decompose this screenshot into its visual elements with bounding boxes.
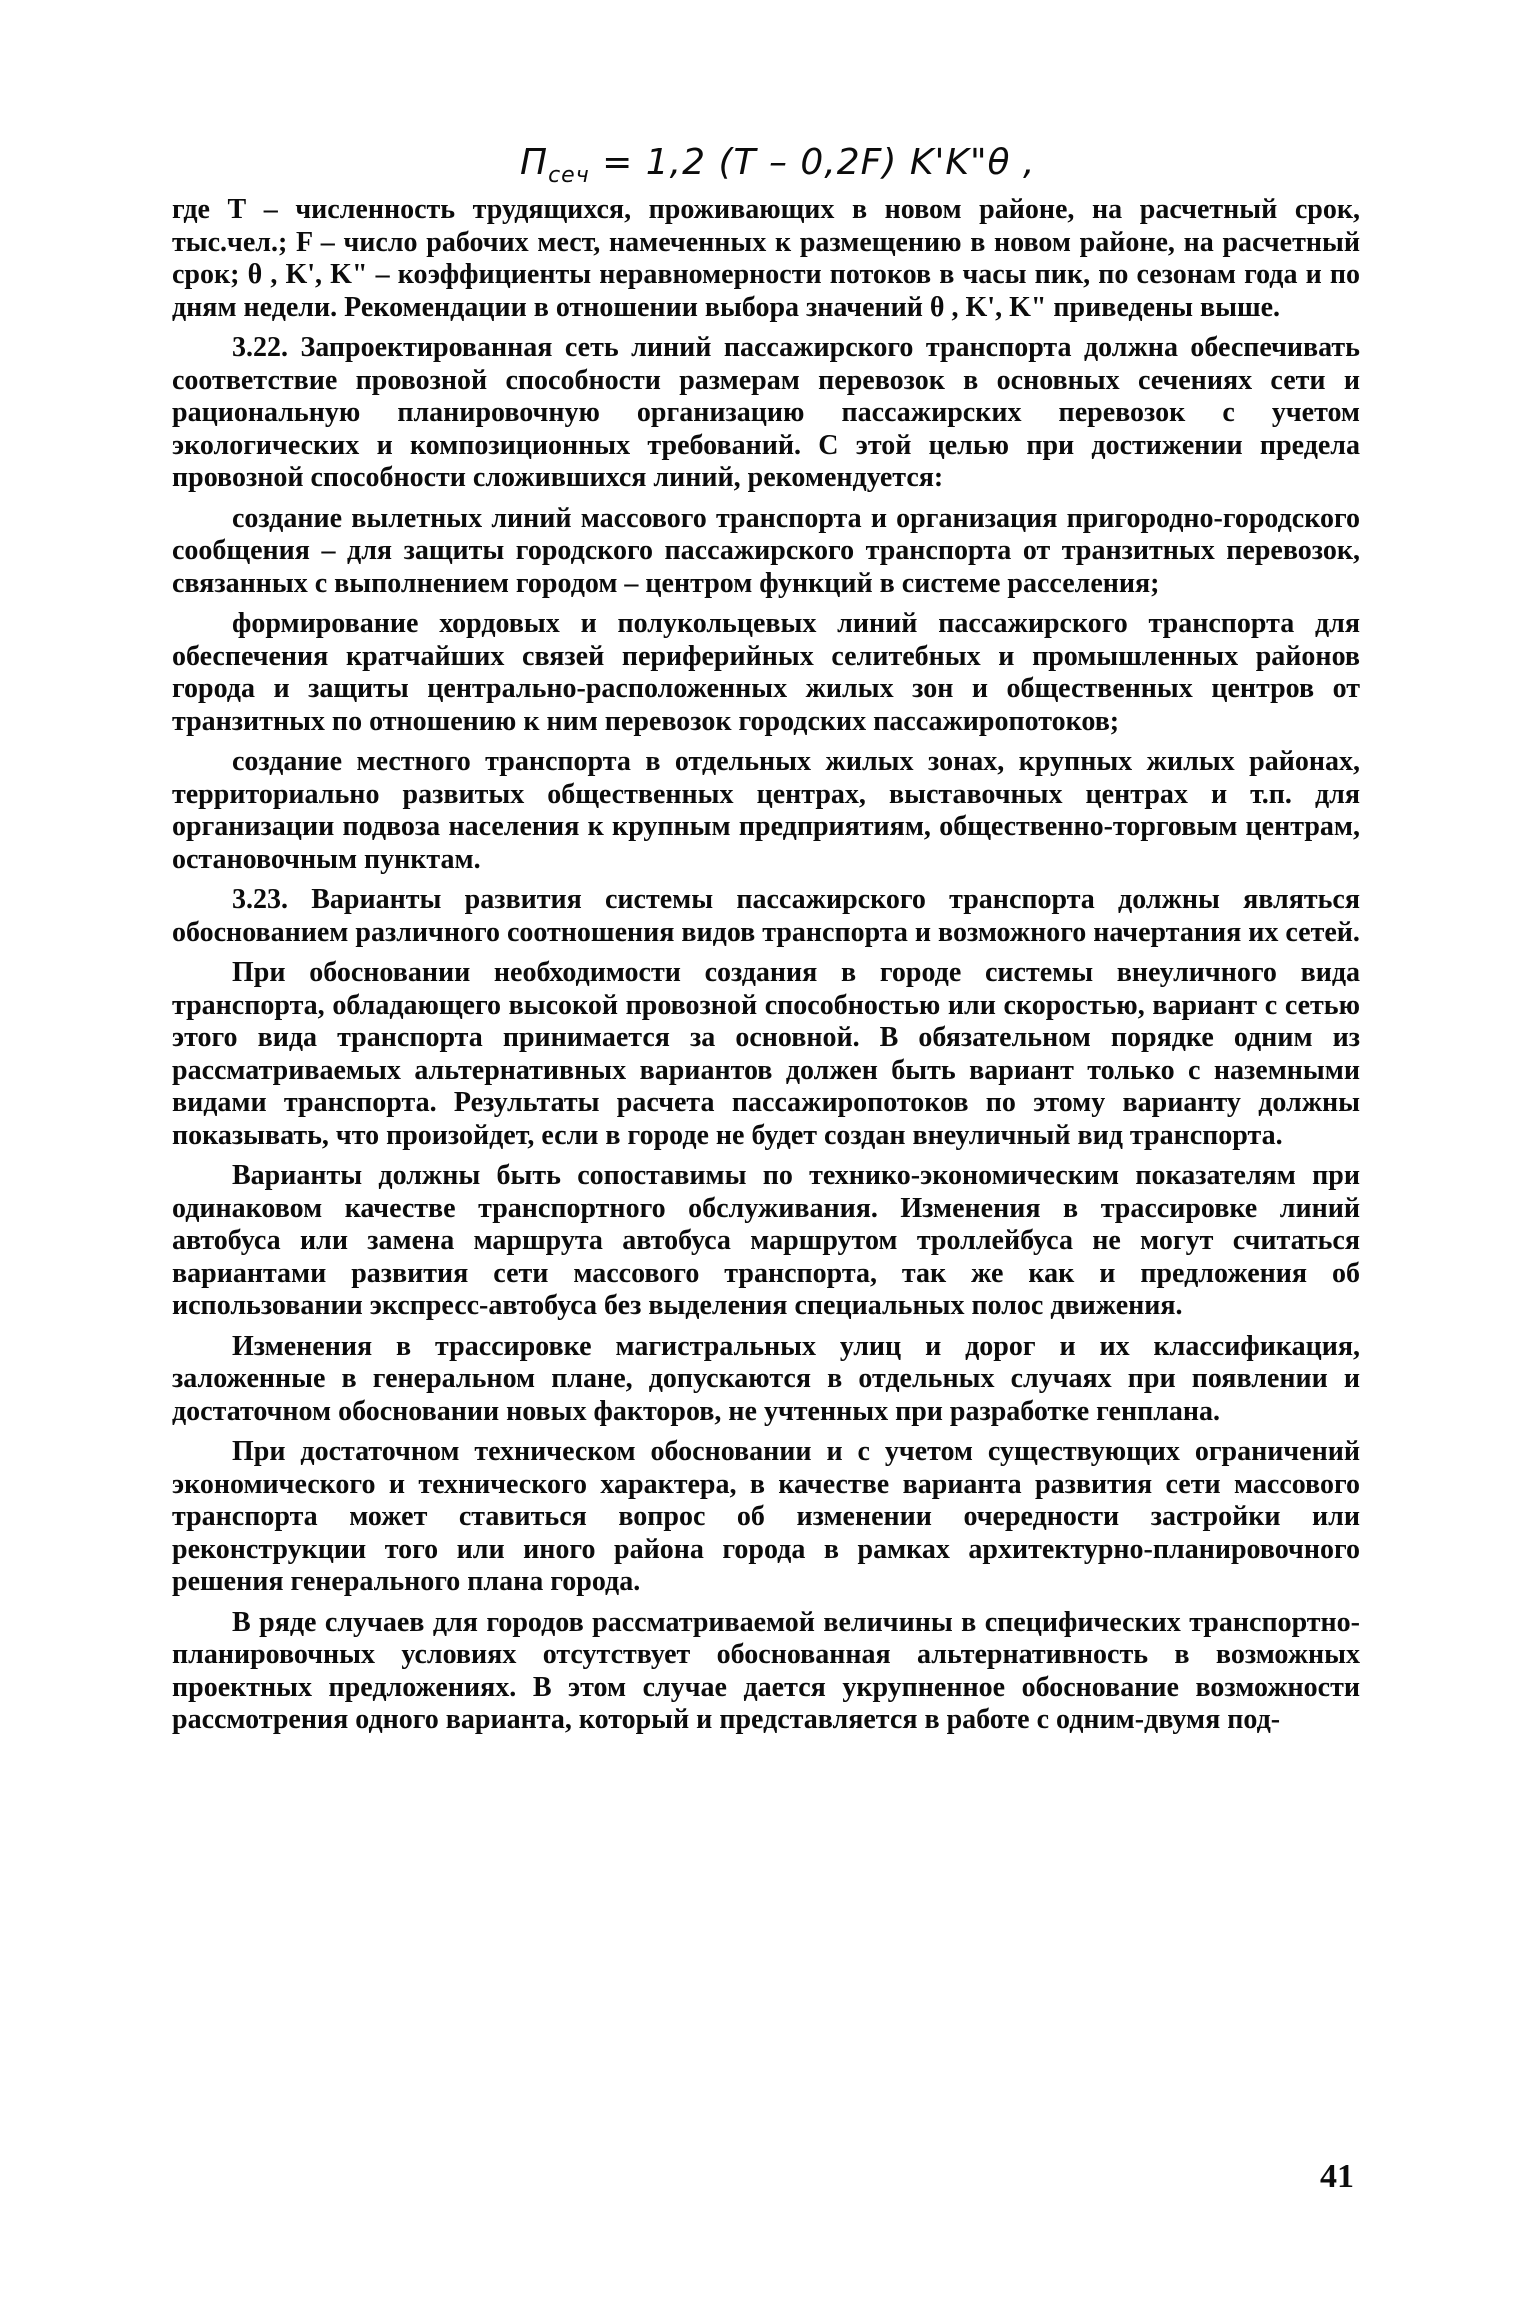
technical-justification-paragraph: При достаточном техническом обосновании и с учетом существующих ограничений экономического и технического характера, в качестве варианта развития сети массового транспорта может ставиться вопрос об изменении очередности застройки или реконструкции того или иного района города в рамках архитектурно-планировочного решения генерального плана города.: [172, 1436, 1360, 1597]
formula-lhs: П: [520, 142, 549, 183]
single-variant-paragraph: В ряде случаев для городов рассматриваемой величины в специфических транспортно-планировочных условиях отсутствует обоснованная альтернативность в возможных проектных предложениях. В этом случае дается укрупненное обоснование возможности рассмотрения одного варианта, который и представляется в работе с одним-двумя под-: [172, 1606, 1360, 1735]
offstreet-transport-paragraph: При обосновании необходимости создания в городе системы внеуличного вида транспорта, обладающего высокой провозной способностью или скоростью, вариант с сетью этого вида транспорта принимается за основной. В обязательном порядке одним из рассматриваемых альтернативных вариантов должен быть вариант только с наземными видами транспорта. Результаты расчета пассажиропотоков по этому варианту должны показывать, что произойдет, если в городе не будет создан внеуличный вид транспорта.: [172, 957, 1360, 1151]
list-item-local-transport: создание местного транспорта в отдельных жилых зонах, крупных жилых районах, территориально развитых общественных центрах, выставочных центрах и т.п. для организации подвоза населения к крупным предприятиям, общественно-торговым центрам, остановочным пунктам.: [172, 746, 1360, 875]
page-number: 41: [1320, 2158, 1354, 2195]
body-text: [172, 194, 1360, 1737]
variable-definitions-paragraph: где Т – численность трудящихся, проживающих в новом районе, на расчетный срок, тыс.чел.; F – число рабочих мест, намеченных к размещению в новом районе, на расчетный срок; θ , K', K" – коэффициенты неравномерности потоков в часы пик, по сезонам года и по дням недели. Рекомендации в отношении выбора значений θ , K', K" приведены выше.: [172, 194, 1360, 323]
section-3-23-paragraph: 3.23. Варианты развития системы пассажирского транспорта должны являться обоснованием различного соотношения видов транспорта и возможного начертания их сетей.: [172, 884, 1360, 948]
formula-lhs-subscript: сеч: [548, 163, 590, 189]
list-item-chord-lines: формирование хордовых и полукольцевых линий пассажирского транспорта для обеспечения кратчайших связей периферийных селитебных и промышленных районов города и защиты центрально-расположенных жилых зон и общественных центров от транзитных по отношению к ним перевозок городских пассажиропотоков;: [172, 608, 1360, 737]
section-3-22-paragraph: 3.22. Запроектированная сеть линий пассажирского транспорта должна обеспечивать соответствие провозной способности размерам перевозок в основных сечениях сети и рациональную планировочную организацию пассажирских перевозок с учетом экологических и композиционных требований. С этой целью при достижении предела провозной способности сложившихся линий, рекомендуется:: [172, 332, 1360, 493]
street-changes-paragraph: Изменения в трассировке магистральных улиц и дорог и их классификация, заложенные в генеральном плане, допускаются в отдельных случаях при появлении и достаточном обосновании новых факторов, не учтенных при разработке генплана.: [172, 1330, 1360, 1427]
formula: [520, 138, 1160, 201]
list-item-radial-lines: создание вылетных линий массового транспорта и организация пригородно-городского сообщения – для защиты городского пассажирского транспорта от транзитных перевозок, связанных с выполнением городом – центром функций в системе расселения;: [172, 502, 1360, 599]
comparable-variants-paragraph: Варианты должны быть сопоставимы по технико-экономическим показателям при одинаковом качестве транспортного обслуживания. Изменения в трассировке линий автобуса или замена маршрута автобуса маршрутом троллейбуса не могут считаться вариантами развития сети массового транспорта, так же как и предложения об использовании экспресс-автобуса без выделения специальных полос движения.: [172, 1160, 1360, 1321]
formula-rhs: = 1,2 (Т – 0,2F) K'K"θ ,: [589, 142, 1036, 183]
